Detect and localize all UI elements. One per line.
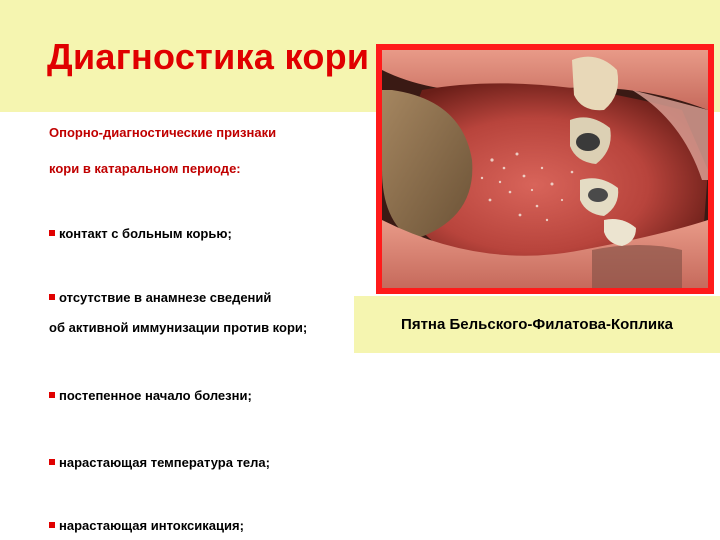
bullet-text-2-continuation: об активной иммунизации против кори;: [49, 320, 308, 335]
intro-line-2: кори в катаральном периоде:: [49, 161, 241, 176]
bullet-icon: [49, 230, 55, 236]
caption-box: [354, 296, 720, 353]
list-item: [49, 290, 271, 306]
bullet-text-4: нарастающая температура тела;: [59, 455, 270, 470]
photo-caption: Пятна Бельского-Филатова-Коплика: [401, 316, 673, 333]
bullet-icon: [49, 392, 55, 398]
bullet-text-5: нарастающая интоксикация;: [59, 518, 244, 533]
list-item: [49, 518, 244, 534]
bullet-text-1: контакт с больным корью;: [59, 226, 232, 241]
mouth-photo: [376, 44, 714, 294]
list-item: [49, 226, 232, 242]
bullet-text-2: отсутствие в анамнезе сведений: [59, 290, 272, 305]
intro-line-1: Опорно-диагностические признаки: [49, 125, 277, 140]
list-item: [49, 388, 252, 404]
bullet-icon: [49, 459, 55, 465]
bullet-icon: [49, 522, 55, 528]
bullet-icon: [49, 294, 55, 300]
mouth-photo-illustration: [382, 50, 708, 288]
bullet-text-3: постепенное начало болезни;: [59, 388, 252, 403]
list-item: [49, 455, 270, 471]
slide-title: Диагностика кори: [47, 36, 370, 77]
